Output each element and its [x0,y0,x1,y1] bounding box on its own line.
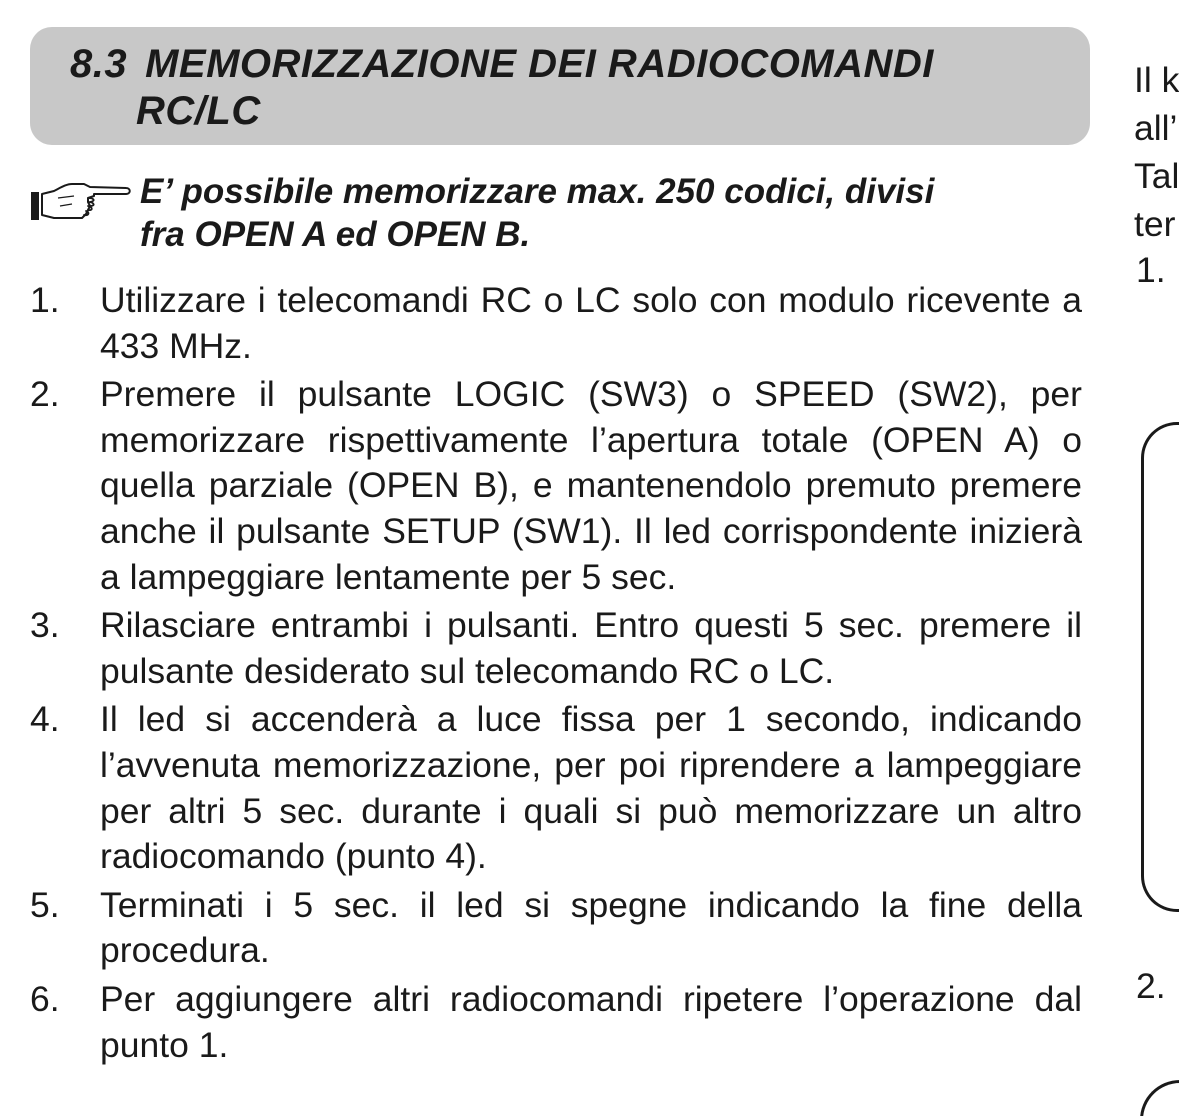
right-step-number-2: 2. [1136,966,1166,1006]
note-line1: E’ possibile memorizzare max. 250 codici, divisi [140,172,935,211]
right-step-number-1: 1. [1136,250,1166,290]
step-item [30,278,1082,369]
step-item [30,883,1082,974]
right-line: Tal [1134,156,1179,196]
note-text [140,170,1040,256]
pointing-hand-icon [30,178,134,222]
section-title-line2: RC/LC [136,89,261,133]
step-number: 2. [30,374,60,415]
section-header [30,27,1090,145]
step-item [30,697,1082,879]
step-text: Premere il pulsante LOGIC (SW3) o SPEED (SW2), per memorizzare rispettivamente l’apertura totale (OPEN A) o quella parziale (OPEN B), e mantenendolo premuto premere anche il pulsante SETUP (SW1). Il led corrispondente inizierà a lampeggiare lentamente per 5 sec. [100,374,1082,597]
step-number: 5. [30,884,60,925]
step-number: 1. [30,280,60,320]
section-title [70,41,934,135]
step-number: 6. [30,978,60,1019]
right-figure-frame-2 [1140,1080,1179,1116]
steps-list [30,278,1082,1071]
right-line: Il k [1134,60,1179,100]
step-item [30,977,1082,1068]
right-line: all’ [1134,108,1178,148]
step-item [30,603,1082,694]
step-item [30,372,1082,600]
step-text: Il led si accenderà a luce fissa per 1 secondo, indicando l’avvenuta memorizzazione, per poi riprendere a lampeggiare per altri 5 sec. durante i quali si può memorizzare un altro radiocomando (punto 4). [100,699,1082,877]
step-text: Terminati i 5 sec. il led si spegne indicando la fine della procedura. [100,884,1082,971]
right-figure-frame [1141,422,1179,912]
step-text: Utilizzare i telecomandi RC o LC solo con modulo ricevente a 433 MHz. [100,280,1082,366]
right-line: ter [1134,204,1176,244]
section-number: 8.3 [70,42,128,86]
note-block [30,170,1090,260]
step-text: Rilasciare entrambi i pulsanti. Entro questi 5 sec. premere il pulsante desiderato sul telecomando RC o LC. [100,605,1082,691]
section-title-line1: MEMORIZZAZIONE DEI RADIOCOMANDI [145,42,934,86]
step-text: Per aggiungere altri radiocomandi ripetere l’operazione dal punto 1. [100,978,1082,1065]
step-number: 3. [30,605,60,646]
note-line2: fra OPEN A ed OPEN B. [140,215,531,254]
step-number: 4. [30,699,60,740]
right-column-text [1134,56,1179,248]
